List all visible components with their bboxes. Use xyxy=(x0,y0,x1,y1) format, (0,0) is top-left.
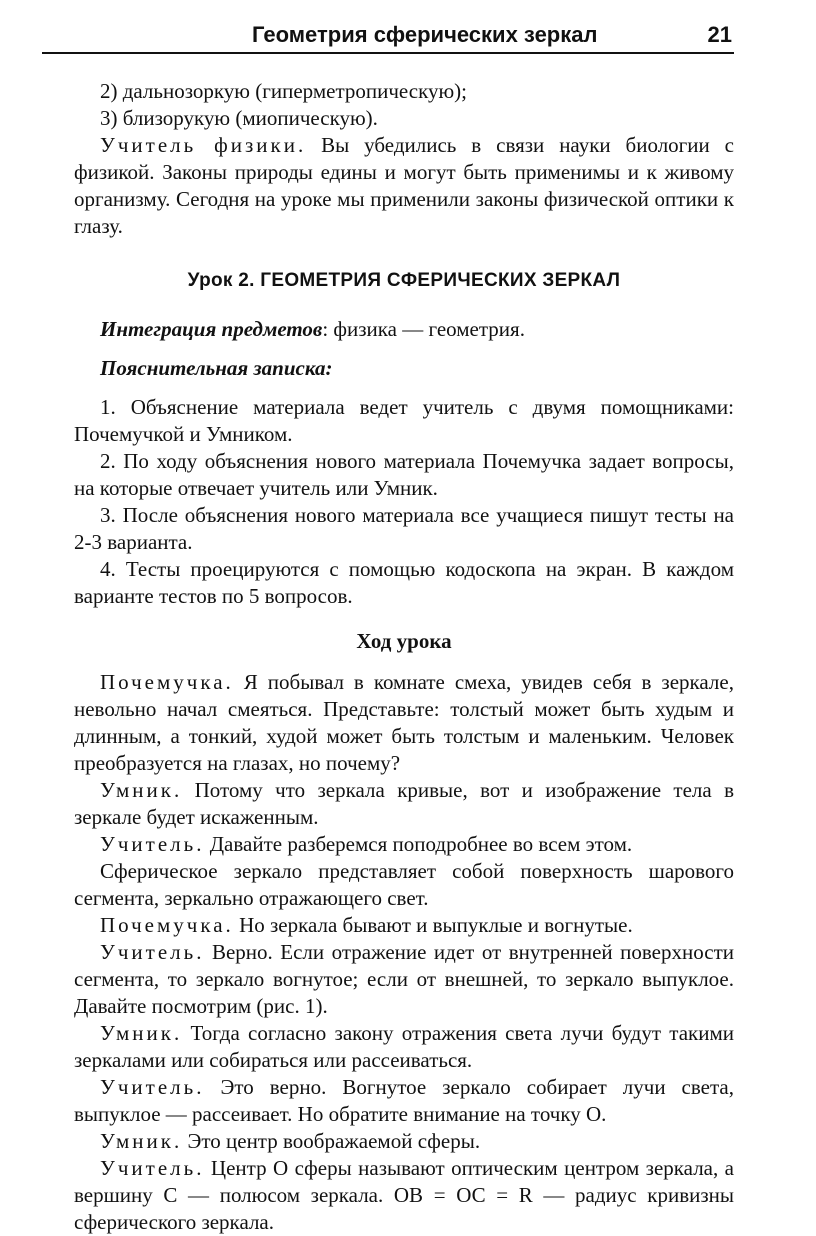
speaker-label: Умник. xyxy=(100,1021,183,1045)
speaker-label: Учитель. xyxy=(100,940,205,964)
list-item: 2) дальнозоркую (гиперметропическую); xyxy=(100,79,467,103)
dialogue-line xyxy=(74,1155,734,1236)
speaker-label: Учитель. xyxy=(100,1075,205,1099)
spacer xyxy=(74,343,734,355)
speaker-label: Учитель. xyxy=(100,832,205,856)
speaker-label: Почемучка. xyxy=(100,670,234,694)
section-title: Ход урока xyxy=(356,629,452,653)
dialogue-line xyxy=(74,858,734,912)
running-header xyxy=(42,22,734,54)
dialogue-line xyxy=(74,1074,734,1128)
dialogue-text: Я побывал в комнате смеха, увидев себя в зеркале, невольно начал смеяться. Представьте: толстый может быть худым и длинным, а тонкий, худой может быть толстым и маленьким. Человек преобразуется на глазах, но почему? xyxy=(74,670,734,775)
dialogue-line xyxy=(74,912,734,939)
note-item: 1. Объяснение материала ведет учитель с двумя помощниками: Почемучкой и Умником. xyxy=(74,395,734,446)
running-title: Геометрия сферических зеркал xyxy=(252,22,598,47)
speaker-label: Умник. xyxy=(100,778,183,802)
dialogue-line xyxy=(74,939,734,1020)
note-label: Пояснительная записка: xyxy=(100,356,333,380)
dialogue-text: Центр О сферы называют оптическим центром зеркала, а вершину С — полюсом зеркала. ОВ = ОС = R — радиус кривизны сферического зеркала. xyxy=(74,1156,734,1234)
note-item: 4. Тесты проецируются с помощью кодоскопа на экран. В каждом варианте тестов по 5 вопросов. xyxy=(74,557,734,608)
paragraph-text: Вы убедились в связи науки биологии с физикой. Законы природы едины и могут быть применимы и к живому организму. Сегодня на уроке мы применили законы физической оптики к глазу. xyxy=(74,133,734,238)
dialogue-text: Это центр воображаемой сферы. xyxy=(182,1129,481,1153)
dialogue-line xyxy=(74,1128,734,1155)
page-number: 21 xyxy=(707,22,732,47)
speaker-label: Почемучка. xyxy=(100,913,234,937)
dialogue-text: Потому что зеркала кривые, вот и изображение тела в зеркале будет искаженным. xyxy=(74,778,734,829)
integration-line xyxy=(74,316,734,343)
dialogue-line xyxy=(74,831,734,858)
speaker-label: Умник. xyxy=(100,1129,183,1153)
paragraph xyxy=(74,132,734,240)
book-page xyxy=(74,22,734,1236)
integration-label: Интеграция предметов xyxy=(100,317,323,341)
spacer xyxy=(74,382,734,394)
list-item: 3) близорукую (миопическую). xyxy=(100,106,378,130)
dialogue-text: Но зеркала бывают и выпуклые и вогнутые. xyxy=(233,913,633,937)
dialogue-line xyxy=(74,777,734,831)
note-heading xyxy=(74,355,734,382)
dialogue-text: Тогда согласно закону отражения света лучи будут такими зеркалами или собираться или рассеиваться. xyxy=(74,1021,734,1072)
page-content xyxy=(74,78,734,1236)
dialogue-line xyxy=(74,1020,734,1074)
dialogue-text: Верно. Если отражение идет от внутренней поверхности сегмента, то зеркало вогнутое; если от внешней, то зеркало выпуклое. Давайте посмотрим (рис. 1). xyxy=(74,940,734,1018)
lesson-title: Урок 2. ГЕОМЕТРИЯ СФЕРИЧЕСКИХ ЗЕРКАЛ xyxy=(187,270,621,291)
note-item: 2. По ходу объяснения нового материала Почемучка задает вопросы, на которые отвечает учитель или Умник. xyxy=(74,449,734,500)
speaker-label: Учитель. xyxy=(100,1156,205,1180)
dialogue-text: Сферическое зеркало представляет собой поверхность шарового сегмента, зеркально отражающего свет. xyxy=(74,859,734,910)
dialogue-text: Это верно. Вогнутое зеркало собирает лучи света, выпуклое — рассеивает. Но обратите внимание на точку О. xyxy=(74,1075,734,1126)
note-item: 3. После объяснения нового материала все учащиеся пишут тесты на 2-3 варианта. xyxy=(74,503,734,554)
dialogue-text: Давайте разберемся поподробнее во всем этом. xyxy=(204,832,633,856)
integration-text: : физика — геометрия. xyxy=(322,317,525,341)
dialogue-line xyxy=(74,669,734,777)
speaker-label: Учитель физики. xyxy=(100,133,307,157)
